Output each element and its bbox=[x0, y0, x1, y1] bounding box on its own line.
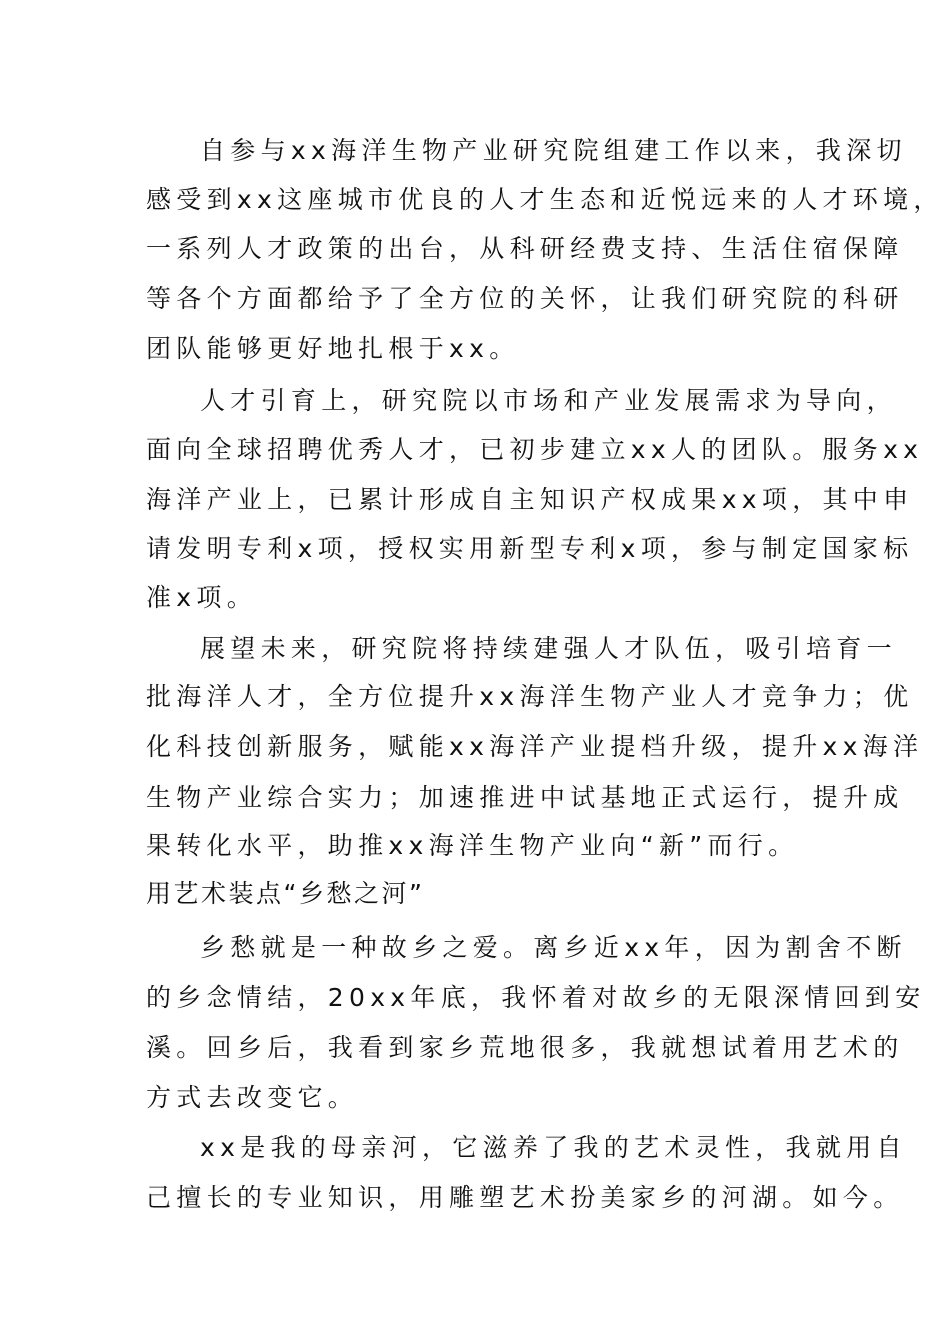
paragraph-2-line-3: 海洋产业上，已累计形成自主知识产权成果xx项，其中申 bbox=[146, 485, 914, 514]
section-heading: 用艺术装点“乡愁之河” bbox=[146, 879, 425, 908]
paragraph-1-line-3: 一系列人才政策的出台，从科研经费支持、生活住宿保障 bbox=[146, 234, 904, 263]
paragraph-1-line-2: 感受到xx这座城市优良的人才生态和近悦远来的人才环境， bbox=[146, 185, 944, 214]
paragraph-4-line-3: 溪。回乡后，我看到家乡荒地很多，我就想试着用艺术的 bbox=[146, 1033, 904, 1062]
paragraph-3-line-4: 生物产业综合实力；加速推进中试基地正式运行，提升成 bbox=[146, 783, 904, 812]
paragraph-2-line-2: 面向全球招聘优秀人才，已初步建立xx人的团队。服务xx bbox=[146, 435, 924, 464]
paragraph-1-line-1: 自参与xx海洋生物产业研究院组建工作以来，我深切 bbox=[200, 136, 907, 165]
paragraph-4-line-2: 的乡念情结，20xx年底，我怀着对故乡的无限深情回到安 bbox=[146, 983, 926, 1012]
paragraph-3-line-2: 批海洋人才，全方位提升xx海洋生物产业人才竞争力；优 bbox=[146, 682, 914, 711]
paragraph-2-line-1: 人才引育上，研究院以市场和产业发展需求为导向， bbox=[200, 386, 897, 415]
paragraph-3-line-1: 展望未来，研究院将持续建强人才队伍，吸引培育一 bbox=[200, 634, 897, 663]
paragraph-5-line-2: 己擅长的专业知识，用雕塑艺术扮美家乡的河湖。如今。 bbox=[146, 1183, 904, 1212]
paragraph-3-line-3: 化科技创新服务，赋能xx海洋产业提档升级，提升xx海洋 bbox=[146, 732, 924, 761]
paragraph-2-line-5: 准x项。 bbox=[146, 583, 257, 612]
paragraph-4-line-1: 乡愁就是一种故乡之爱。离乡近xx年，因为割舍不断 bbox=[200, 933, 907, 962]
paragraph-1-line-5: 团队能够更好地扎根于xx。 bbox=[146, 334, 520, 363]
paragraph-4-line-4: 方式去改变它。 bbox=[146, 1083, 359, 1112]
paragraph-3-line-5: 果转化水平，助推xx海洋生物产业向“新”而行。 bbox=[146, 831, 799, 860]
paragraph-1-line-4: 等各个方面都给予了全方位的关怀，让我们研究院的科研 bbox=[146, 284, 904, 313]
paragraph-2-line-4: 请发明专利x项，授权实用新型专利x项，参与制定国家标 bbox=[146, 534, 914, 563]
paragraph-5-line-1: xx是我的母亲河，它滋养了我的艺术灵性，我就用自 bbox=[200, 1133, 907, 1162]
